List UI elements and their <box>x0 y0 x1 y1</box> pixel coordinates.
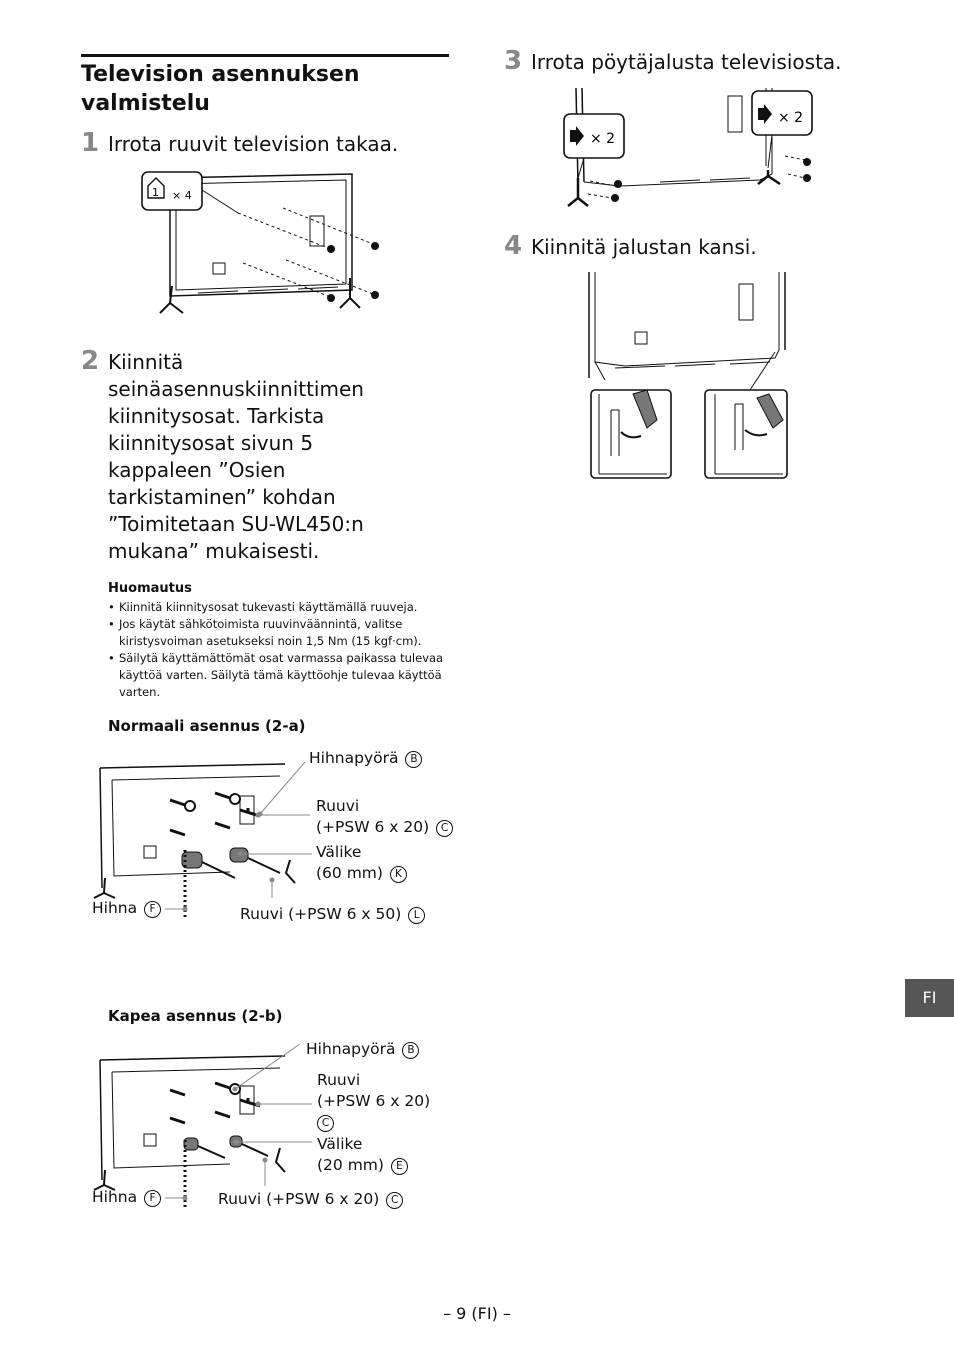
step-4-number: 4 <box>504 231 523 261</box>
note-item: • Säilytä käyttämättömät osat varmassa paikassa tulevaa käyttöä varten. Säilytä tämä käyttöohje tulevaa käyttöä varten. <box>108 650 448 701</box>
step-2-text: Kiinnitä seinäasennuskiinnittimen kiinnitysosat. Tarkista kiinnitysosat sivun 5 kappaleen ”Osien tarkistaminen” kohdan ”Toimitetaan SU-WL450:n mukana” mukaisesti. <box>108 350 364 563</box>
page-number: – 9 (FI) – <box>443 1304 511 1323</box>
narrow-spacer-label: Välike (20 mm) E <box>317 1134 408 1176</box>
step3-right-count: × 2 <box>778 110 804 126</box>
section-rule <box>81 54 449 57</box>
normal-strap-label: Hihna F <box>92 898 161 919</box>
narrow-install-heading: Kapea asennus (2-b) <box>108 1007 283 1025</box>
note-item: • Kiinnitä kiinnitysosat tukevasti käyttämällä ruuveja. <box>108 599 448 616</box>
section-title: Television asennuksen valmistelu <box>81 62 360 116</box>
step4-illustration <box>585 270 795 482</box>
step-3-text: Irrota pöytäjalusta televisiosta. <box>531 50 842 74</box>
step3-illustration <box>560 86 820 211</box>
normal-install-heading: Normaali asennus (2-a) <box>108 717 306 735</box>
step1-callout-count: × 4 <box>172 189 192 202</box>
step-3-number: 3 <box>504 46 523 76</box>
note-item: • Jos käytät sähkötoimista ruuvinväännintä, valitse kiristysvoiman asetukseksi noin 1,5 Nm (15 kgf·cm). <box>108 616 448 650</box>
normal-spacer-label: Välike (60 mm) K <box>316 842 407 884</box>
step3-left-count: × 2 <box>590 131 616 147</box>
step1-illustration <box>138 168 388 318</box>
language-tab: FI <box>905 979 954 1017</box>
note-heading: Huomautus <box>108 581 192 596</box>
narrow-screw-b-label: Ruuvi (+PSW 6 x 20) C <box>218 1189 403 1210</box>
narrow-strap-label: Hihna F <box>92 1187 161 1208</box>
step-4-text: Kiinnitä jalustan kansi. <box>531 235 757 259</box>
step-2-number: 2 <box>81 346 100 376</box>
narrow-pulley-label: Hihnapyörä B <box>306 1039 419 1060</box>
narrow-screw-a-label: Ruuvi (+PSW 6 x 20) C <box>317 1070 430 1133</box>
normal-screw-b-label: Ruuvi (+PSW 6 x 50) L <box>240 904 425 925</box>
step-1-number: 1 <box>81 128 100 158</box>
normal-screw-a-label: Ruuvi (+PSW 6 x 20) C <box>316 796 453 838</box>
note-list <box>108 599 448 701</box>
step1-callout-num: 1 <box>152 186 159 199</box>
note-block <box>108 581 448 701</box>
step-1-text: Irrota ruuvit television takaa. <box>108 132 399 156</box>
normal-pulley-label: Hihnapyörä B <box>309 748 422 769</box>
